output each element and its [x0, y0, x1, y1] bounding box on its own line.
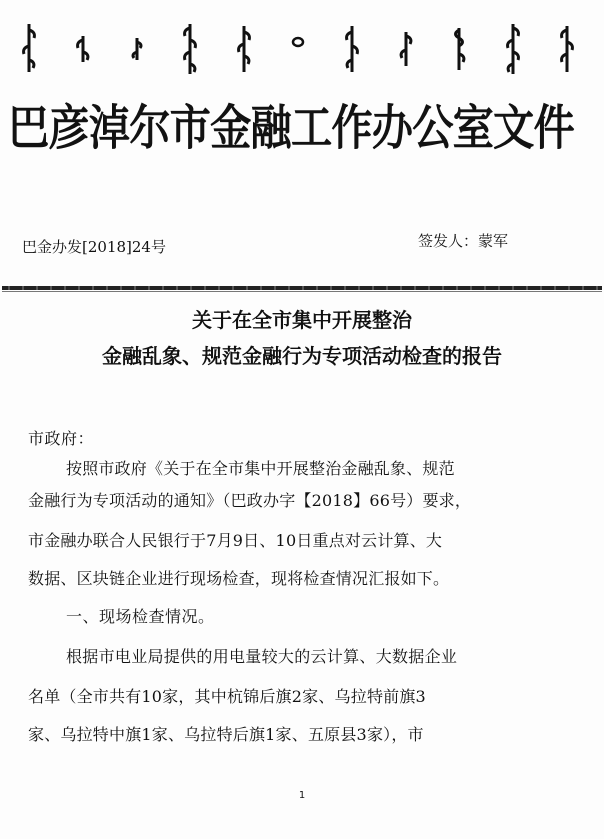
paragraph-1-line-3: 市金融办联合人民银行于7月9日、10日重点对云计算、大: [28, 531, 443, 550]
mongolian-header: [18, 20, 578, 78]
mongolian-word-glyph: [179, 22, 201, 76]
document-title-line-2: 金融乱象、规范金融行为专项活动检查的报告: [102, 344, 502, 368]
header-divider-thin: [2, 291, 602, 292]
mongolian-word-glyph: [18, 22, 40, 76]
mongolian-word-glyph: [556, 22, 578, 76]
paragraph-2-line-3: 家、乌拉特中旗1家、乌拉特后旗1家、五原县3家），市: [28, 725, 424, 744]
paragraph-1-line-2: 金融行为专项活动的通知》（巴政办字【2018】66号）要求，: [28, 491, 472, 510]
section-1-heading: 一、现场检查情况。: [66, 607, 215, 626]
mongolian-word-glyph: [395, 22, 417, 76]
mongolian-word-glyph: [287, 22, 309, 76]
paragraph-2-line-2: 名单（全市共有10家，其中杭锦后旗2家、乌拉特前旗3: [28, 687, 426, 706]
signer: 签发人：蒙军: [418, 232, 509, 250]
mongolian-word-glyph: [341, 22, 363, 76]
mongolian-word-glyph: [72, 22, 94, 76]
paragraph-1-line-4: 数据、区块链企业进行现场检查，现将检查情况汇报如下。: [28, 569, 450, 588]
mongolian-word-glyph: [126, 22, 148, 76]
document-number: 巴金办发[2018]24号: [22, 238, 166, 256]
banner-title: 巴彦淖尔市金融工作办公室文件: [8, 100, 574, 156]
header-divider: [2, 286, 602, 290]
document-title-line-1: 关于在全市集中开展整治: [192, 308, 412, 332]
mongolian-word-glyph: [502, 22, 524, 76]
paragraph-1-line-1: 按照市政府《关于在全市集中开展整治金融乱象、规范: [66, 459, 455, 478]
mongolian-word-glyph: [233, 22, 255, 76]
salutation: 市政府：: [28, 429, 95, 448]
paragraph-2-line-1: 根据市电业局提供的用电量较大的云计算、大数据企业: [66, 647, 458, 666]
page-number: 1: [298, 790, 306, 801]
mongolian-word-glyph: [448, 22, 470, 76]
